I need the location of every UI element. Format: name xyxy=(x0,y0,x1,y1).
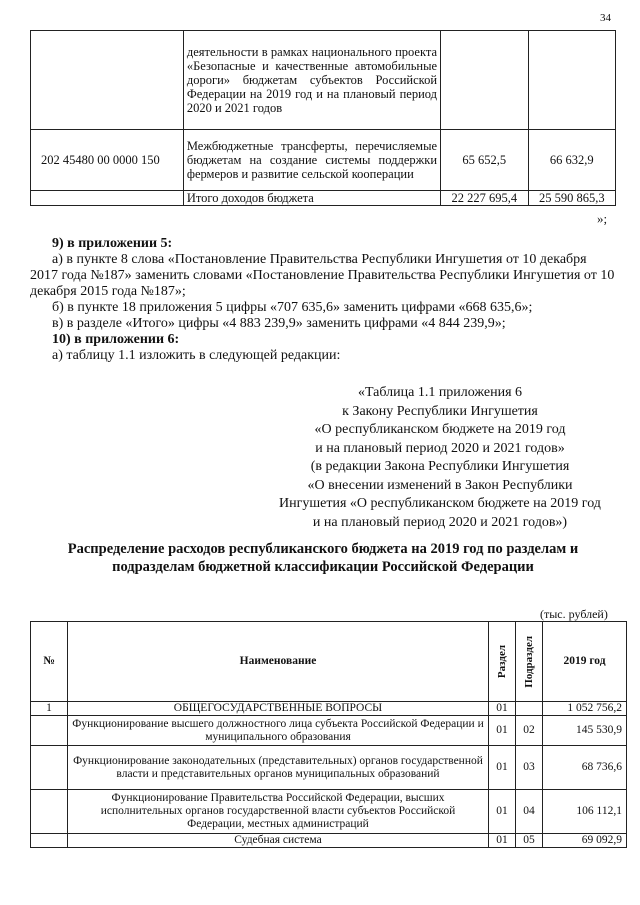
heading-line: подразделам бюджетной классификации Российской Федерации xyxy=(112,559,534,575)
value-2020-cell xyxy=(528,31,616,130)
heading-line: Распределение расходов республиканского бюджета на 2019 год по разделам и xyxy=(67,541,579,557)
row-name: Судебная система xyxy=(68,834,489,848)
value-2019-cell xyxy=(441,31,528,130)
row-subsection: 04 xyxy=(516,790,543,834)
row-value: 68 736,6 xyxy=(543,746,627,790)
revenue-table xyxy=(30,30,616,206)
header-subsection xyxy=(516,622,543,702)
row-num xyxy=(31,790,68,834)
table-row xyxy=(31,746,627,790)
item-9c: в) в разделе «Итого» цифры «4 883 239,9» заменить цифрами «4 844 239,9»; xyxy=(52,316,506,331)
item-9-title: 9) в приложении 5: xyxy=(52,236,173,251)
row-name: Функционирование высшего должностного лица субъекта Российской Федерации и муниципального образования xyxy=(68,716,489,746)
row-section: 01 xyxy=(489,790,516,834)
quote-close: »; xyxy=(597,211,608,226)
item-9b: б) в пункте 18 приложения 5 цифры «707 635,6» заменить цифрами «668 635,6»; xyxy=(52,300,533,315)
table-row xyxy=(31,31,616,130)
expense-table xyxy=(30,621,627,848)
row-subsection: 02 xyxy=(516,716,543,746)
row-section: 01 xyxy=(489,716,516,746)
row-section: 01 xyxy=(489,702,516,716)
row-value: 106 112,1 xyxy=(543,790,627,834)
value-2019-cell: 22 227 695,4 xyxy=(441,191,528,206)
row-name: ОБЩЕГОСУДАРСТВЕННЫЕ ВОПРОСЫ xyxy=(68,702,489,716)
header-row xyxy=(31,622,627,702)
item-10-title: 10) в приложении 6: xyxy=(52,332,180,347)
header-section-label: Раздел xyxy=(495,644,508,679)
page-number: 34 xyxy=(600,12,611,24)
row-value: 1 052 756,2 xyxy=(543,702,627,716)
name-cell: Итого доходов бюджета xyxy=(183,191,440,206)
units-label: (тыс. рублей) xyxy=(540,607,608,621)
table-row xyxy=(31,834,627,848)
table-reference-quote xyxy=(262,384,618,532)
row-name: Функционирование законодательных (представительных) органов государственной власти и представительных органов муниципальных образований xyxy=(68,746,489,790)
row-value: 69 092,9 xyxy=(543,834,627,848)
row-section: 01 xyxy=(489,746,516,790)
name-cell: деятельности в рамках национального проекта «Безопасные и качественные автомобильные дороги» бюджетам субъектов Российской Федерации на 2019 год и на плановый период 2020 и 2021 годов xyxy=(183,31,440,130)
row-subsection xyxy=(516,702,543,716)
quote-line: «Таблица 1.1 приложения 6 xyxy=(357,385,523,400)
quote-line: к Закону Республики Ингушетия xyxy=(342,403,538,419)
header-subsection-label: Подраздел xyxy=(522,635,535,688)
quote-line: Ингушетия «О республиканском бюджете на 2019 год xyxy=(279,496,601,511)
code-cell xyxy=(31,191,184,206)
row-num xyxy=(31,746,68,790)
name-cell: Межбюджетные трансферты, перечисляемые бюджетам на создание системы поддержки фермеров и развитие сельской кооперации xyxy=(183,130,440,191)
code-cell: 202 45480 00 0000 150 xyxy=(31,130,184,191)
row-section: 01 xyxy=(489,834,516,848)
header-num: № xyxy=(31,622,68,702)
table-row xyxy=(31,702,627,716)
table-row xyxy=(31,130,616,191)
row-value: 145 530,9 xyxy=(543,716,627,746)
code-cell xyxy=(31,31,184,130)
quote-line: «О внесении изменений в Закон Республики xyxy=(307,477,573,493)
value-2020-cell: 66 632,9 xyxy=(528,130,616,191)
table-row xyxy=(31,790,627,834)
row-subsection: 03 xyxy=(516,746,543,790)
row-num: 1 xyxy=(31,702,68,716)
amendments-block xyxy=(30,236,616,364)
section-heading xyxy=(30,540,616,576)
quote-line: и на плановый период 2020 и 2021 годов») xyxy=(312,514,568,530)
header-year: 2019 год xyxy=(543,622,627,702)
value-2020-cell: 25 590 865,3 xyxy=(528,191,616,206)
row-name: Функционирование Правительства Российской Федерации, высших исполнительных органов государственной власти субъектов Российской Федерации, местных администраций xyxy=(68,790,489,834)
item-9a: а) в пункте 8 слова «Постановление Правительства Республики Ингушетия от 10 декабря 2017 года №187» заменить словами «Постановление Правительства Республики Ингушетия от 10 декабря 2015 года №187»; xyxy=(30,252,615,299)
quote-line: «О республиканском бюджете на 2019 год xyxy=(314,422,566,437)
row-subsection: 05 xyxy=(516,834,543,848)
value-2019-cell: 65 652,5 xyxy=(441,130,528,191)
table-row xyxy=(31,716,627,746)
table-row xyxy=(31,191,616,206)
row-num xyxy=(31,834,68,848)
header-section xyxy=(489,622,516,702)
row-num xyxy=(31,716,68,746)
quote-line: (в редакции Закона Республики Ингушетия xyxy=(310,459,570,474)
item-10a: а) таблицу 1.1 изложить в следующей редакции: xyxy=(52,348,341,363)
quote-line: и на плановый период 2020 и 2021 годов» xyxy=(315,440,565,456)
header-name: Наименование xyxy=(68,622,489,702)
